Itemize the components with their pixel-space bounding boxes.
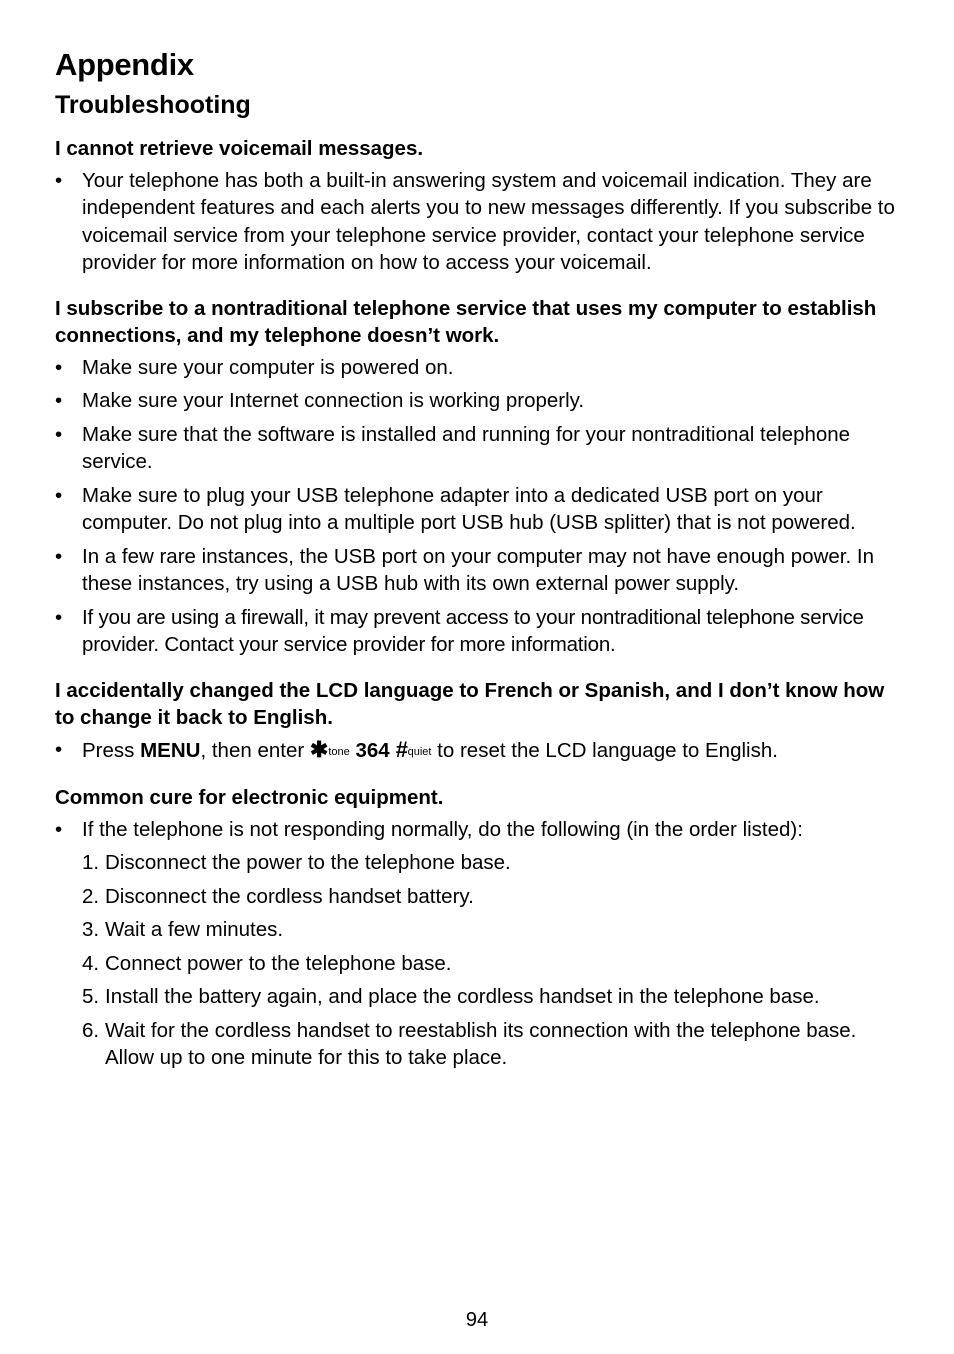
- section-common-cure: [55, 784, 900, 1072]
- list-item: • Make sure your computer is powered on.: [55, 354, 900, 382]
- question-heading: Common cure for electronic equipment.: [55, 786, 444, 809]
- question-heading: I cannot retrieve voicemail messages.: [55, 137, 424, 160]
- step-item: 6. Wait for the cordless handset to reestablish its connection with the telephone base. Allow up to one minute for this to take place.: [82, 1018, 857, 1069]
- step-item: 4. Connect power to the telephone base.: [82, 951, 452, 975]
- page-number: 94: [465, 1309, 489, 1331]
- list-item: • Your telephone has both a built-in answering system and voicemail indication. They are independent features and each alerts you to new messages differently. If you subscribe to voicemail service from your telephone service provider, contact your telephone service provider for more information on how to access your voicemail.: [55, 168, 895, 274]
- bullet-icon: •: [55, 483, 63, 507]
- list-item: • In a few rare instances, the USB port on your computer may not have enough power. In these instances, try using a USB hub with its own external power supply.: [55, 544, 874, 595]
- menu-key-label: MENU: [140, 738, 201, 762]
- section-lcd-language: [55, 677, 900, 767]
- hash-key-icon: #: [395, 736, 408, 762]
- list-item: • If the telephone is not responding normally, do the following (in the order listed): 1. Disconnect the power to the telephone base. 2. Disconnect the cordless handset battery. 3. Wait a few minutes. 4. Connect power to the telephone base. 5. Install the battery again, and place the cordless handset in the telephone base. 6. Wait for the cordless handset to reestablish its connection with the telephone base. Allow up to one minute for this to take place.: [55, 816, 900, 1072]
- page-content: [55, 44, 900, 1090]
- section-voicemail: [55, 135, 900, 277]
- list-item: • Press MENU, then enter ✱tone 364 #quiet to reset the LCD language to English.: [55, 736, 778, 762]
- bullet-list: [55, 736, 900, 767]
- question-heading: I accidentally changed the LCD language to French or Spanish, and I don’t know how to change it back to English.: [55, 678, 885, 729]
- step-item: 5. Install the battery again, and place the cordless handset in the telephone base.: [82, 985, 820, 1008]
- language-code: 364: [355, 738, 390, 762]
- step-item: 2. Disconnect the cordless handset battery.: [82, 884, 474, 908]
- list-item: • Make sure your Internet connection is working properly.: [55, 387, 900, 415]
- bullet-icon: •: [55, 544, 63, 568]
- numbered-steps: [82, 849, 900, 1072]
- bullet-icon: •: [55, 422, 63, 446]
- hash-key-sublabel: quiet: [407, 745, 432, 758]
- bullet-icon: •: [55, 355, 63, 379]
- star-key-sublabel: tone: [328, 745, 350, 758]
- bullet-list: [55, 167, 900, 277]
- bullet-icon: •: [55, 168, 63, 192]
- step-item: 1. Disconnect the power to the telephone base.: [82, 851, 511, 874]
- page-title: Appendix: [55, 47, 194, 82]
- step-item: 3. Wait a few minutes.: [82, 918, 284, 941]
- bullet-icon: •: [55, 605, 62, 629]
- star-key-icon: ✱: [309, 736, 329, 762]
- question-heading: I subscribe to a nontraditional telephone service that uses my computer to establish connections, and my telephone doesn’t work.: [55, 296, 877, 347]
- list-item: • If you are using a firewall, it may prevent access to your nontraditional telephone service provider. Contact your service provider for more information.: [55, 605, 864, 656]
- section-nontraditional-service: [55, 295, 900, 659]
- list-item: • Make sure to plug your USB telephone adapter into a dedicated USB port on your computer. Do not plug into a multiple port USB hub (USB splitter) that is not powered.: [55, 483, 856, 534]
- bullet-icon: •: [55, 737, 63, 761]
- list-item: • Make sure that the software is installed and running for your nontraditional telephone service.: [55, 422, 851, 473]
- bullet-icon: •: [55, 817, 63, 841]
- bullet-list: [55, 816, 900, 1072]
- bullet-list: [55, 354, 900, 659]
- bullet-icon: •: [55, 389, 63, 412]
- section-title: Troubleshooting: [55, 91, 251, 119]
